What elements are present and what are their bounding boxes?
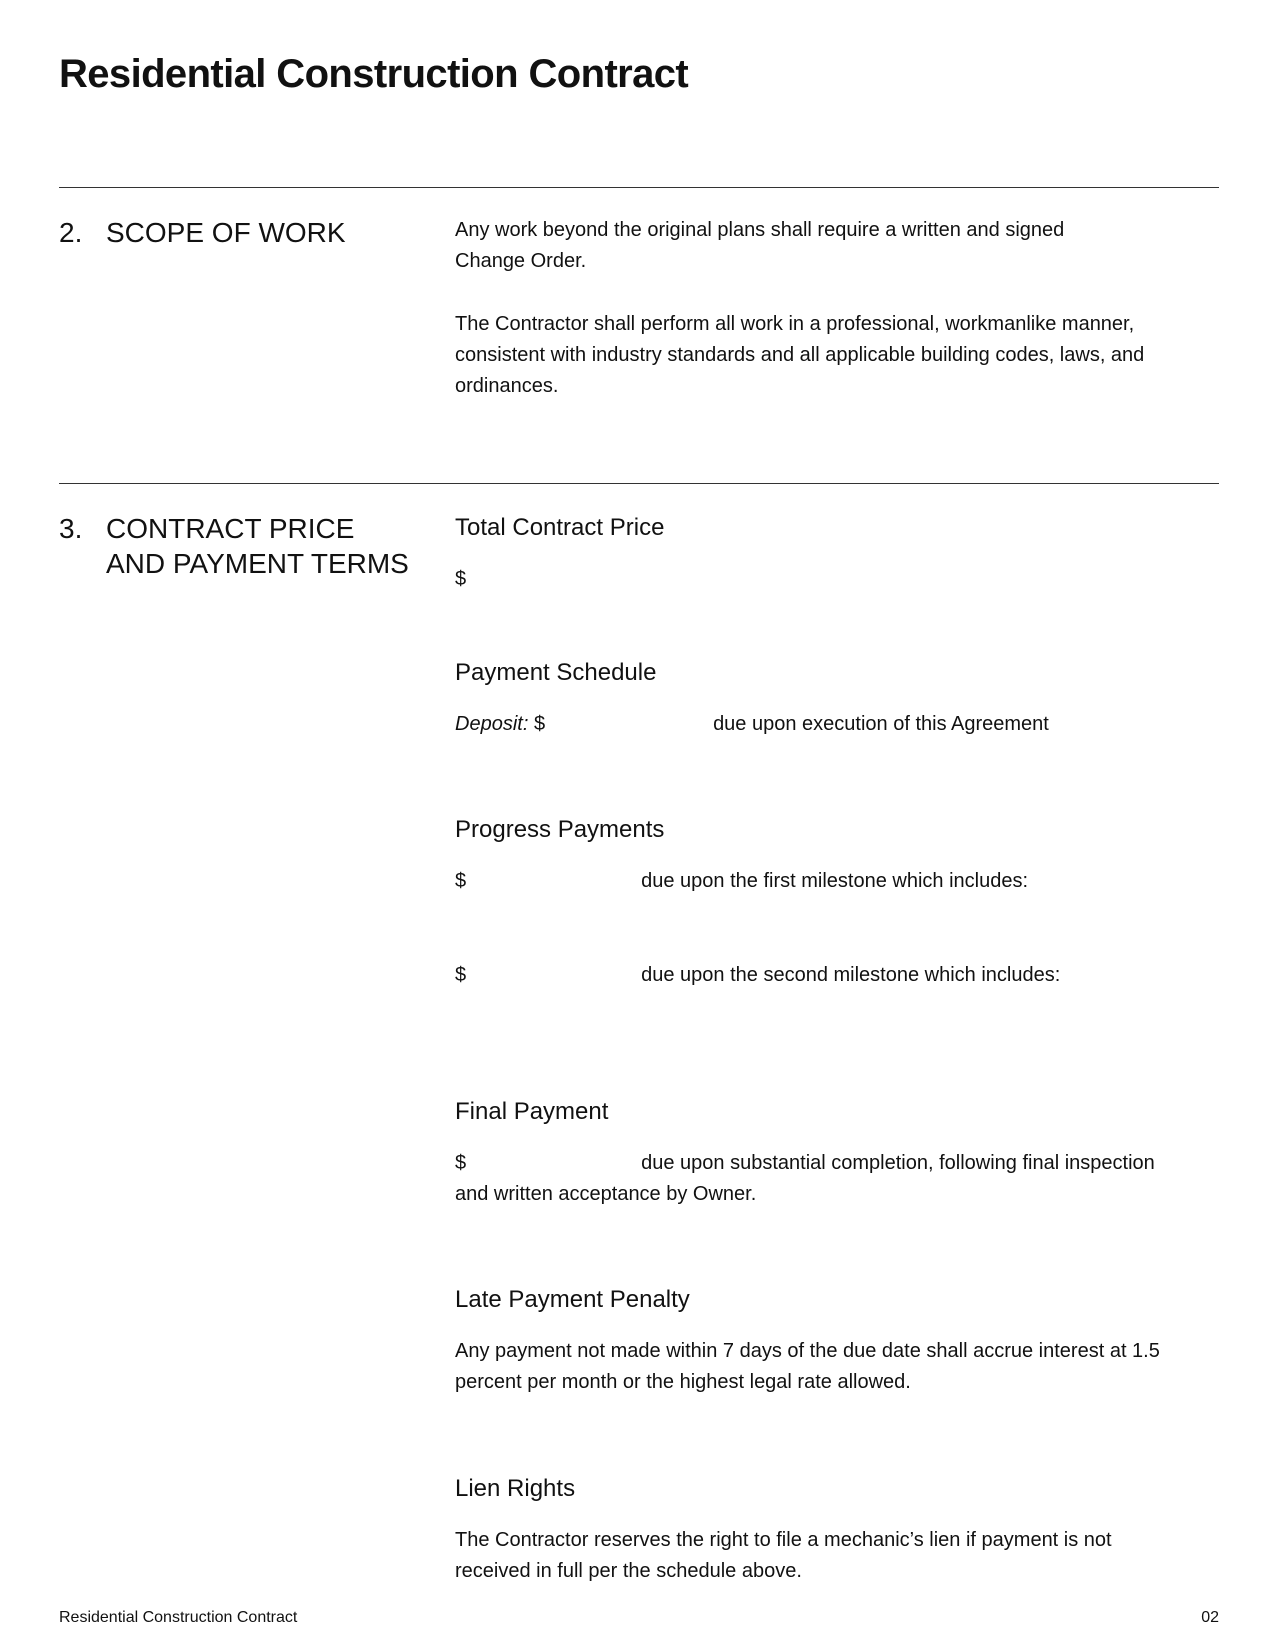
deposit-label: Deposit:	[455, 713, 529, 735]
progress-payment-row	[455, 960, 1215, 991]
final-payment-terms-line2: and written acceptance by Owner.	[455, 1183, 757, 1205]
currency-symbol: $	[455, 1152, 467, 1174]
section-3-title-line1: CONTRACT PRICE	[106, 513, 355, 544]
progress-payment-row	[455, 866, 1215, 897]
total-contract-price-heading: Total Contract Price	[455, 514, 665, 541]
late-payment-penalty-heading: Late Payment Penalty	[455, 1286, 690, 1313]
progress-payments-heading: Progress Payments	[455, 816, 665, 843]
section-divider	[59, 483, 1219, 484]
deposit-terms: due upon execution of this Agreement	[713, 713, 1049, 735]
currency-symbol: $	[455, 964, 467, 986]
total-contract-price-field	[455, 564, 1215, 595]
scope-paragraph-workmanship: The Contractor shall perform all work in a professional, workmanlike manner, consistent with industry standards and all applicable building codes, laws, and ordinances.	[455, 313, 1145, 397]
page-title: Residential Construction Contract	[59, 52, 689, 96]
section-3-title	[106, 511, 446, 581]
footer-document-title: Residential Construction Contract	[59, 1609, 298, 1626]
section-divider	[59, 187, 1219, 188]
late-payment-penalty-text: Any payment not made within 7 days of the due date shall accrue interest at 1.5 percent per month or the highest legal rate allowed.	[455, 1340, 1160, 1393]
deposit-row	[455, 709, 1215, 740]
currency-symbol: $	[533, 713, 546, 735]
scope-paragraph-change-order: Any work beyond the original plans shall require a written and signed Change Order.	[455, 219, 1065, 272]
currency-symbol: $	[455, 568, 467, 590]
payment-schedule-heading: Payment Schedule	[455, 659, 657, 686]
footer-page-number: 02	[1201, 1609, 1219, 1626]
section-2-number: 2.	[59, 217, 83, 248]
section-3-number: 3.	[59, 513, 83, 544]
final-payment-row	[455, 1148, 1215, 1210]
currency-symbol: $	[455, 870, 467, 892]
lien-rights-heading: Lien Rights	[455, 1475, 576, 1502]
progress-payment-terms: due upon the first milestone which includes:	[641, 870, 1029, 892]
progress-payment-terms: due upon the second milestone which includes:	[641, 964, 1061, 986]
section-3-title-line2: AND PAYMENT TERMS	[106, 548, 409, 579]
section-2-title: SCOPE OF WORK	[106, 217, 346, 248]
final-payment-terms-line1: due upon substantial completion, following final inspection	[641, 1152, 1155, 1174]
lien-rights-text: The Contractor reserves the right to file a mechanic’s lien if payment is not received in full per the schedule above.	[455, 1529, 1112, 1582]
final-payment-heading: Final Payment	[455, 1098, 609, 1125]
